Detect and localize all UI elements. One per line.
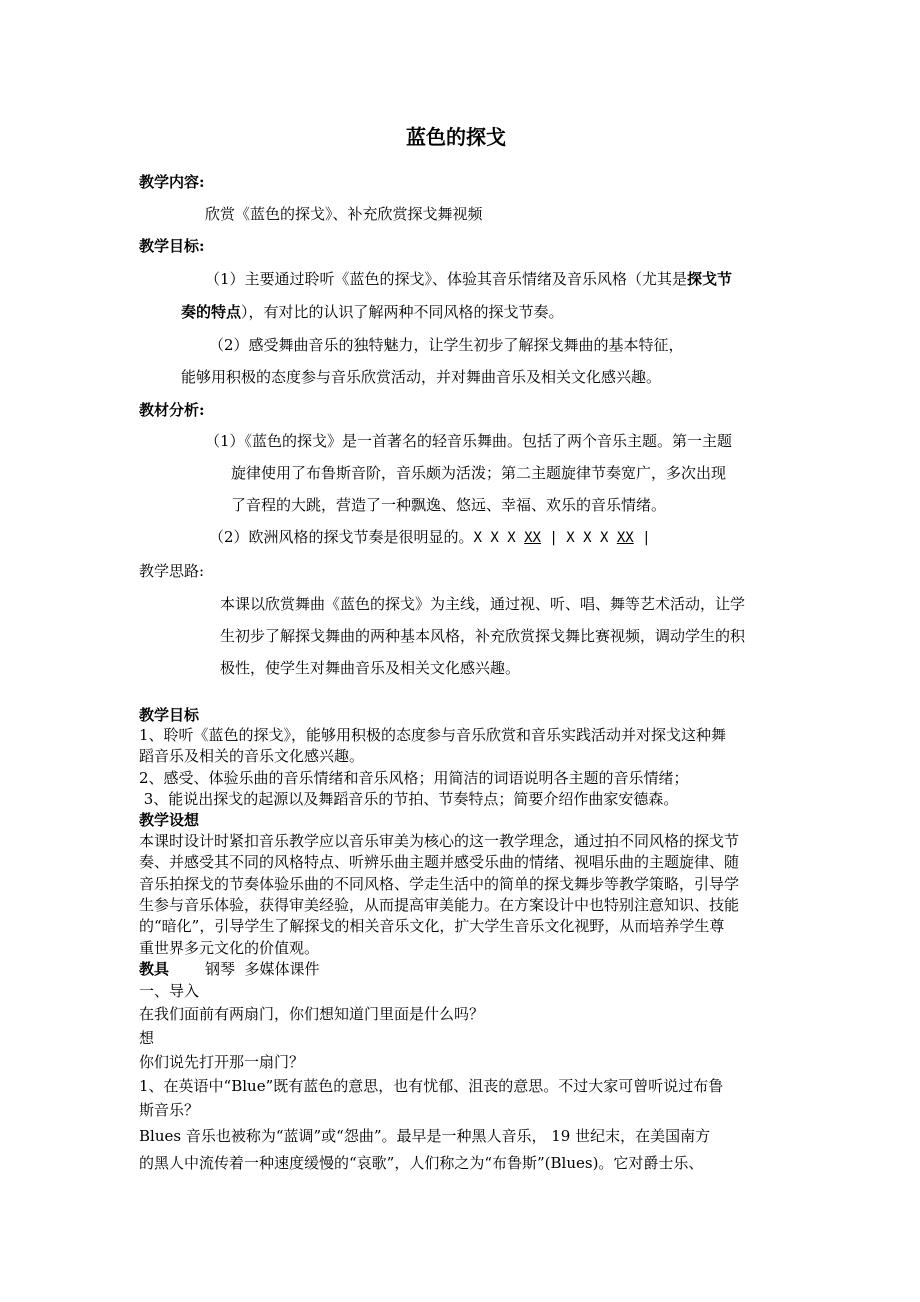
tools-label: 教具 [139, 960, 170, 978]
analysis-item1-line2: 旋律使用了布鲁斯音阶，音乐颇为活泼；第二主题旋律节奏宽广，多次出现 [231, 464, 727, 482]
design-line: 本课时设计时紧扣音乐教学应以音乐审美为核心的这一教学理念，通过拍不同风格的探戈节 [139, 832, 740, 850]
lesson-question-2: 你们说先打开那一扇门？ [139, 1053, 305, 1071]
thinking-heading: 教学思路: [139, 562, 205, 580]
analysis-item1-line3: 了音程的大跳，营造了一种飘逸、悠远、幸福、欢乐的音乐情绪。 [231, 496, 667, 514]
analysis-item1-line1: （1）《蓝色的探戈》是一首著名的轻音乐舞曲。包括了两个音乐主题。第一主题 [205, 432, 733, 450]
design-line: 的“暗化”，引导学生了解探戈的相关音乐文化，扩大学生音乐文化视野，从而培养学生尊 [139, 917, 725, 935]
design-line: 奏、并感受其不同的风格特点、听辨乐曲主题并感受乐曲的情绪、视唱乐曲的主题旋律、随 [139, 853, 740, 871]
goals-item1-line2: 奏的特点），有对比的认识了解两种不同风格的探戈节奏。 [181, 303, 564, 321]
lesson-paragraph-2-line2: 的黑人中流传着一种速度缓慢的“哀歌”，人们称之为“布鲁斯”(Blues)。它对爵士乐、 [139, 1154, 704, 1172]
lesson-answer-1: 想 [139, 1029, 155, 1047]
objectives-item3: 3、能说出探戈的起源以及舞蹈音乐的节拍、节奏特点；简要介绍作曲家安德森。 [139, 790, 679, 808]
lesson-question-1: 在我们面前有两扇门，你们想知道门里面是什么吗？ [139, 1005, 485, 1023]
goals-item2-line1: （2）感受舞曲音乐的独特魅力，让学生初步了解探戈舞曲的基本特征， [209, 336, 684, 354]
goals-heading: 教学目标: [139, 237, 205, 255]
analysis-heading: 教材分析: [139, 401, 205, 419]
thinking-line2: 生初步了解探戈舞曲的两种基本风格，补充欣赏探戈舞比赛视频，调动学生的积 [220, 627, 746, 645]
page-title: 蓝色的探戈 [406, 125, 506, 149]
goals-item2-line2: 能够用积极的态度参与音乐欣赏活动，并对舞曲音乐及相关文化感兴趣。 [181, 368, 662, 386]
thinking-line3: 极性，使学生对舞曲音乐及相关文化感兴趣。 [220, 659, 521, 677]
objectives-item1-line2: 蹈音乐及相关的音乐文化感兴趣。 [139, 747, 365, 765]
design-line: 生参与音乐体验，获得审美经验，从而提高审美能力。在方案设计中也特别注意知识、技能 [139, 896, 740, 914]
lesson-section-title: 一、导入 [139, 982, 200, 1000]
objectives-heading: 教学目标 [139, 706, 200, 724]
goals-item1-line1: （1）主要通过聆听《蓝色的探戈》、体验其音乐情绪及音乐风格（尤其是探戈节 [205, 270, 733, 288]
design-heading: 教学设想 [139, 811, 200, 829]
objectives-item1-line1: 1、聆听《蓝色的探戈》，能够用积极的态度参与音乐欣赏和音乐实践活动并对探戈这种舞 [139, 726, 727, 744]
objectives-item2: 2、感受、体验乐曲的音乐情绪和音乐风格；用简洁的词语说明各主题的音乐情绪； [139, 769, 689, 787]
content-heading: 教学内容: [139, 173, 205, 191]
thinking-line1: 本课以欣赏舞曲《蓝色的探戈》为主线，通过视、听、唱、舞等艺术活动，让学 [220, 595, 746, 613]
design-line: 重世界多元文化的价值观。 [139, 939, 320, 957]
content-text: 欣赏《蓝色的探戈》、补充欣赏探戈舞视频 [205, 205, 483, 223]
tools-items: 钢琴 多媒体课件 [205, 960, 320, 978]
lesson-paragraph-1-line2: 斯音乐？ [139, 1101, 200, 1119]
design-line: 音乐拍探戈的节奏体验乐曲的不同风格、学走生活中的简单的探戈舞步等教学策略，引导学 [139, 875, 740, 893]
lesson-paragraph-1-line1: 1、在英语中“Blue”既有蓝色的意思，也有忧郁、沮丧的意思。不过大家可曾听说过布鲁 [139, 1077, 724, 1095]
lesson-paragraph-2-line1: Blues 音乐也被称为“蓝调”或“怨曲”。最早是一种黑人音乐， 19 世纪末，在美国南方 [139, 1127, 711, 1145]
analysis-item2: （2）欧洲风格的探戈节奏是很明显的。X X X XX | X X X XX | [209, 528, 651, 546]
